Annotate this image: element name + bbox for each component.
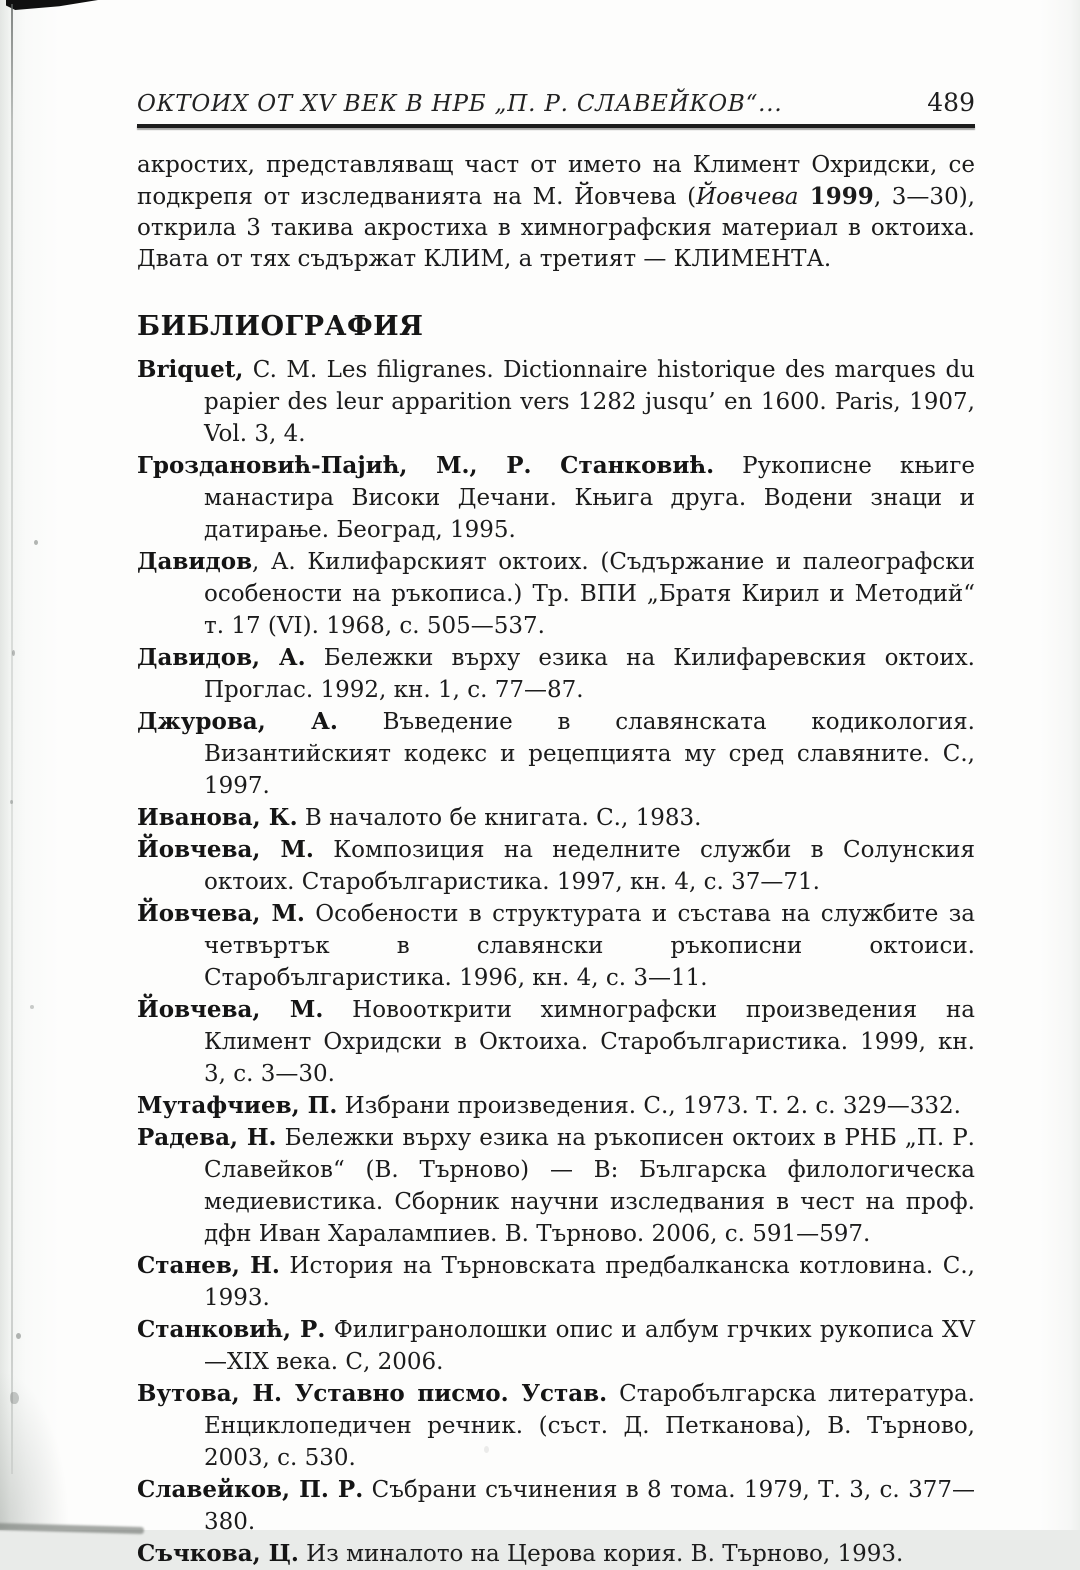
bibliography-entry [137, 1474, 975, 1538]
page-number: 489 [927, 88, 975, 117]
bibliography-entry [137, 706, 975, 802]
bibliography-entry [137, 1122, 975, 1250]
entry-author: Радева, Н. [137, 1124, 277, 1151]
page-content [137, 88, 975, 1570]
running-header [137, 88, 975, 117]
bibliography-entry [137, 1538, 975, 1570]
entry-text: Въведение в славянската кодикология. Византийският кодекс и рецепцията му сред славяните. С., 1997. [204, 709, 975, 799]
paragraph-segment-normal: акростих, представляващ част от името на Климент Охридски, се подкрепя от изследванията на М. Йовчева ( [137, 152, 975, 210]
entry-text: Старобългарска литература. Енциклопедичен речник. (съст. Д. Петканова), В. Търново, 2003, с. 530. [204, 1381, 975, 1471]
entry-text: Особености в структурата и състава на службите за четвъртък в славянски ръкописни октоиси. Старобългаристика. 1996, кн. 4, с. 3—11. [204, 901, 976, 991]
entry-text: C. M. Les filigranes. Dictionnaire historique des marques du papier des leur apparition vers 1282 jusqu’ en 1600. Paris, 1907, Vol. 3, 4. [204, 357, 975, 447]
entry-text: Избрани произведения. С., 1973. Т. 2. с. 329—332. [337, 1093, 961, 1119]
entry-author: Йовчева, М. [137, 900, 305, 927]
scan-corner-artifact [6, 0, 98, 10]
bibliography-entry [137, 994, 975, 1090]
scan-speck [30, 1005, 34, 1009]
page-edge-shadow [11, 4, 13, 1474]
entry-text: Новооткрити химнографски произведения на Климент Охридски в Октоиха. Старобългаристика. 1999, кн. 3, с. 3—30. [204, 997, 975, 1087]
entry-text: Из миналото на Церова кория. В. Търново, 1993. [298, 1541, 904, 1567]
bibliography-entry [137, 1314, 975, 1378]
entry-text: Бележки върху езика на Килифаревския октоих. Проглас. 1992, кн. 1, с. 77—87. [204, 645, 975, 703]
entry-author: Вутова, Н. Уставно писмо. Устав. [137, 1380, 608, 1407]
entry-author: Мутафчиев, П. [137, 1092, 338, 1119]
bibliography-entry [137, 354, 975, 450]
entry-author: Станковић, Р. [137, 1316, 326, 1343]
entry-author: Давидов [137, 548, 253, 575]
bibliography-entry [137, 1250, 975, 1314]
lead-paragraph [137, 150, 975, 275]
bibliography-entry [137, 1090, 975, 1122]
bibliography-entry [137, 802, 975, 834]
entry-author: Briquet, [137, 356, 244, 383]
entry-author: Джурова, А. [137, 708, 338, 735]
scan-speck [16, 1333, 21, 1339]
paragraph-segment-normal: , 3—30), открила 3 такива акростиха в химнографския материал в октоиха. Двата от тях съдържат КЛИМ, а третият — КЛИМЕНТА. [137, 184, 975, 272]
scan-speck [10, 800, 13, 804]
paragraph-segment-bold: 1999 [798, 183, 874, 210]
entry-author: Иванова, К. [137, 804, 298, 831]
entry-text: Филигранолошки опис и албум грчких рукописа XV—XIX века. С, 2006. [204, 1317, 975, 1375]
running-header-title: ОКТОИХ ОТ XV ВЕК В НРБ „П. Р. СЛАВЕЙКОВ“... [137, 91, 783, 117]
bibliography-list [137, 354, 975, 1570]
scan-speck [12, 650, 15, 656]
entry-author: Гроздановић-Пајић, М., Р. Станковић. [137, 452, 715, 479]
entry-text: Композиция на неделните служби в Солунския октоих. Старобългаристика. 1997, кн. 4, с. 37—71. [204, 837, 975, 895]
entry-author: Станев, Н. [137, 1252, 280, 1279]
bibliography-entry [137, 546, 975, 642]
scan-speck [34, 540, 38, 545]
bibliography-entry [137, 450, 975, 546]
entry-text: Бележки върху езика на ръкописен октоих в РНБ „П. Р. Славейков“ (В. Търново) — В: Българска филологическа медиевистика. Сборник научни изследвания в чест на проф. дфн Иван Харалампиев. В. Търново. 2006, с. 591—597. [204, 1125, 975, 1247]
bibliography-entry [137, 642, 975, 706]
entry-text: Събрани съчинения в 8 тома. 1979, Т. 3, с. 377—380. [204, 1477, 975, 1535]
header-rule [137, 124, 975, 128]
entry-text: В началото бе книгата. С., 1983. [297, 805, 702, 831]
bibliography-entry [137, 834, 975, 898]
entry-text: История на Търновската предбалканска котловина. С., 1993. [204, 1253, 975, 1311]
scan-speck [10, 1392, 19, 1404]
entry-author: Давидов, А. [137, 644, 306, 671]
paragraph-segment-italic: Йовчева [696, 184, 799, 210]
bibliography-entry [137, 898, 975, 994]
bibliography-heading: БИБЛИОГРАФИЯ [137, 311, 424, 342]
entry-author: Славейков, П. Р. [137, 1476, 364, 1503]
entry-author: Съчкова, Ц. [137, 1540, 299, 1567]
bibliography-entry [137, 1378, 975, 1474]
entry-author: Йовчева, М. [137, 996, 324, 1023]
entry-text: Рукописне књиге манастира Високи Дечани. Књига друга. Водени знаци и датирање. Београд, 1995. [204, 453, 975, 543]
entry-author: Йовчева, М. [137, 836, 314, 863]
entry-text: , А. Килифарският октоих. (Съдържание и палеографски особености на ръкописа.) Тр. ВПИ „Братя Кирил и Методий“ т. 17 (VI). 1968, с. 505—537. [204, 549, 975, 639]
